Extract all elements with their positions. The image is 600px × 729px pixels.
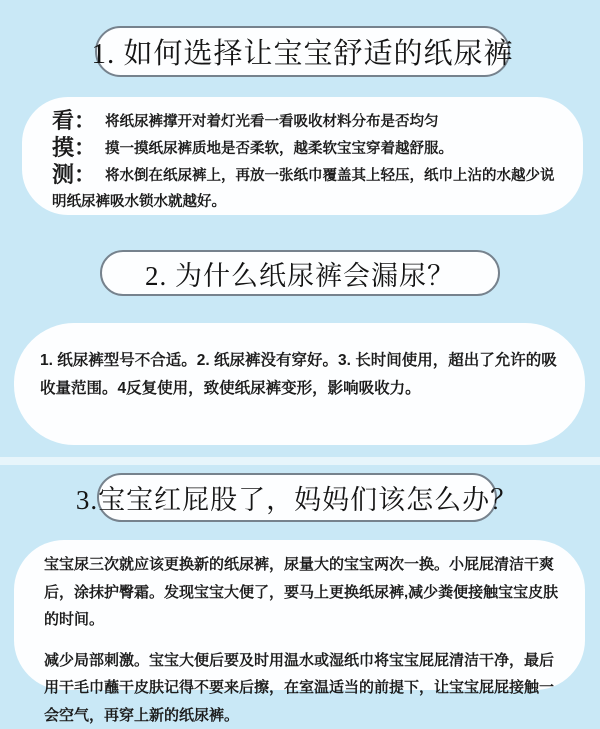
tip-touch-label: 摸： — [52, 135, 96, 160]
section1-card — [22, 97, 583, 215]
tip-test-label: 测： — [52, 162, 96, 187]
section1-title-pill — [95, 26, 510, 77]
tip-test-text: 将水倒在纸尿裤上，再放一张纸巾覆盖其上轻压，纸巾上沾的水越少说明纸尿裤吸水锁水就越好。 — [52, 168, 555, 210]
section1-title: 1. 如何选择让宝宝舒适的纸尿裤 — [92, 31, 514, 72]
section3-paragraph-1: 宝宝尿三次就应该更换新的纸尿裤，尿量大的宝宝两次一换。小屁屁清洁干爽后，涂抹护臀霜。发现宝宝大便了，要马上更换纸尿裤,减少粪便接触宝宝皮肤的时间。 — [44, 551, 567, 634]
section3-title-pill — [97, 473, 497, 522]
section2-title-pill — [100, 250, 500, 296]
tip-look-text: 将纸尿裤撑开对着灯光看一看吸收材料分布是否均匀 — [105, 114, 439, 130]
section-divider — [0, 457, 600, 465]
tip-look — [52, 108, 561, 135]
section2-paragraph: 1. 纸尿裤型号不合适。2. 纸尿裤没有穿好。3. 长时间使用，超出了允许的吸收量范围。4反复使用，致使纸尿裤变形，影响吸收力。 — [40, 347, 569, 402]
tip-touch-text: 摸一摸纸尿裤质地是否柔软，越柔软宝宝穿着越舒服。 — [105, 141, 453, 157]
section3-paragraph-2: 减少局部刺激。宝宝大便后要及时用温水或湿纸巾将宝宝屁屁清洁干净，最后用干毛巾蘸干皮肤记得不要来后擦，在室温适当的前提下，让宝宝屁屁接触一会空气，再穿上新的纸尿裤。 — [44, 647, 567, 729]
section2-card — [14, 323, 585, 445]
section3-title: 3.宝宝红屁股了，妈妈们该怎么办？ — [76, 478, 518, 517]
tip-look-label: 看： — [52, 108, 96, 133]
tip-touch — [52, 135, 561, 162]
section3-card — [14, 540, 585, 690]
section2-title: 2. 为什么纸尿裤会漏尿？ — [145, 254, 455, 293]
tip-test — [52, 162, 561, 215]
